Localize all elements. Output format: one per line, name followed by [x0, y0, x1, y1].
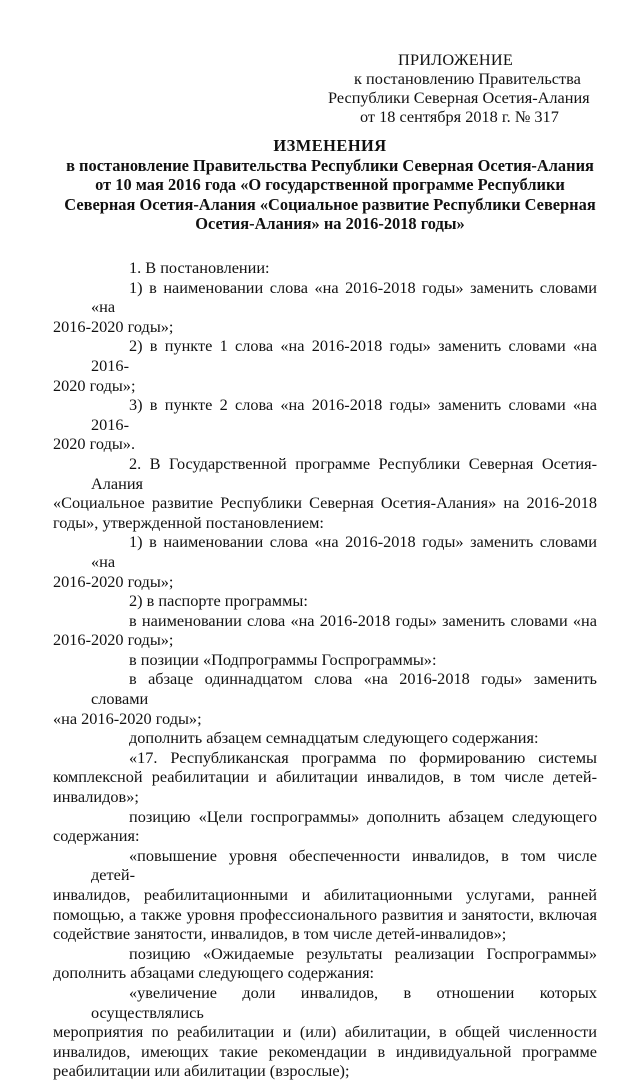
paragraph-line: содействие занятости, инвалидов, в том числе детей-инвалидов»;	[53, 924, 507, 944]
paragraph-line: помощью, а также уровня профессионального развития и занятости, включая	[53, 904, 597, 924]
paragraph-line: инвалидов, реабилитационными и абилитационными услугами, ранней	[53, 885, 597, 904]
paragraph	[53, 336, 597, 395]
paragraph-line: 2016-2020 годы»;	[53, 571, 174, 591]
paragraph	[53, 453, 597, 532]
appendix-header	[328, 50, 588, 126]
paragraph-line: годы», утвержденной постановлением:	[53, 512, 324, 532]
paragraph-line: 1) в наименовании слова «на 2016-2018 годы» заменить словами «на	[91, 277, 597, 317]
paragraph-line: в абзаце одиннадцатом слова «на 2016-2018 годы» заменить словами	[91, 669, 597, 709]
paragraph-line: инвалидов, имеющих такие рекомендации в индивидуальной программе	[53, 1041, 597, 1061]
paragraph-line: позицию «Цели госпрограммы» дополнить абзацем следующего	[129, 806, 597, 826]
paragraph-line: реабилитации или абилитации (взрослые);	[53, 1061, 350, 1081]
paragraph-line: «на 2016-2020 годы»;	[53, 708, 202, 728]
paragraph	[91, 728, 597, 748]
title-line: от 10 мая 2016 года «О государственной программе Республики	[95, 175, 565, 194]
paragraph-line: 2016-2020 годы»;	[53, 630, 174, 650]
paragraph-line: «повышение уровня обеспеченности инвалидов, в том числе детей-	[91, 845, 597, 885]
paragraph	[53, 532, 597, 591]
paragraph-line: «Социальное развитие Республики Северная Осетия-Алания» на 2016-2018	[53, 493, 597, 513]
paragraph-line: в позиции «Подпрограммы Госпрограммы»:	[129, 649, 437, 669]
paragraph	[53, 943, 597, 983]
appendix-date-line: от 18 сентября 2018 г. № 317	[360, 107, 559, 126]
paragraph-line: в наименовании слова «на 2016-2018 годы» заменить словами «на	[129, 610, 597, 630]
paragraph-line: комплексной реабилитации и абилитации инвалидов, в том числе детей-	[53, 767, 597, 787]
paragraph	[91, 258, 597, 278]
title-line: Осетия-Алания» на 2016-2018 годы»	[195, 214, 465, 233]
document-body	[53, 258, 597, 1081]
appendix-title: ПРИЛОЖЕНИЕ	[398, 50, 513, 69]
paragraph-line: дополнить абзацами следующего содержания:	[53, 963, 375, 983]
paragraph-line: мероприятия по реабилитации и (или) абилитации, в общей численности	[53, 1022, 597, 1042]
paragraph	[53, 747, 597, 807]
paragraph-line: 1. В постановлении:	[129, 258, 270, 277]
paragraph	[53, 610, 597, 650]
paragraph	[53, 669, 597, 728]
appendix-republic-line: Республики Северная Осетия-Алания	[328, 88, 590, 107]
appendix-resolution-line: к постановлению Правительства	[354, 69, 581, 88]
paragraph	[91, 591, 597, 611]
title-line: Северная Осетия-Алания «Социальное развитие Республики Северная	[64, 194, 596, 214]
paragraph-line: инвалидов»;	[53, 787, 139, 807]
title-line: в постановление Правительства Республики Северная Осетия-Алания	[66, 155, 594, 175]
paragraph-line: «17. Республиканская программа по формированию системы	[129, 747, 597, 767]
paragraph-line: 2. В Государственной программе Республики Северная Осетия-Алания	[91, 453, 597, 493]
paragraph-line: 2) в паспорте программы:	[129, 591, 308, 611]
paragraph-line: дополнить абзацем семнадцатым следующего содержания:	[129, 728, 539, 748]
paragraph-line: содержания:	[53, 826, 140, 846]
paragraph	[53, 395, 597, 454]
paragraph	[53, 277, 597, 337]
paragraph-line: «увеличение доли инвалидов, в отношении которых осуществлялись	[91, 982, 597, 1022]
paragraph-line: 2020 годы»;	[53, 375, 136, 395]
paragraph-line: 1) в наименовании слова «на 2016-2018 годы» заменить словами «на	[91, 532, 597, 571]
title-heading: ИЗМЕНЕНИЯ	[273, 136, 387, 155]
paragraph	[53, 845, 597, 944]
paragraph-line: 2020 годы».	[53, 434, 136, 454]
paragraph-line: 2) в пункте 1 слова «на 2016-2018 годы» заменить словами «на 2016-	[91, 336, 597, 375]
paragraph-line: 3) в пункте 2 слова «на 2016-2018 годы» заменить словами «на 2016-	[91, 395, 597, 434]
paragraph	[53, 982, 597, 1081]
paragraph-line: 2016-2020 годы»;	[53, 316, 174, 336]
paragraph-line: позицию «Ожидаемые результаты реализации Госпрограммы»	[129, 943, 597, 963]
document-title	[60, 136, 600, 234]
paragraph	[91, 650, 597, 670]
paragraph	[53, 806, 597, 846]
